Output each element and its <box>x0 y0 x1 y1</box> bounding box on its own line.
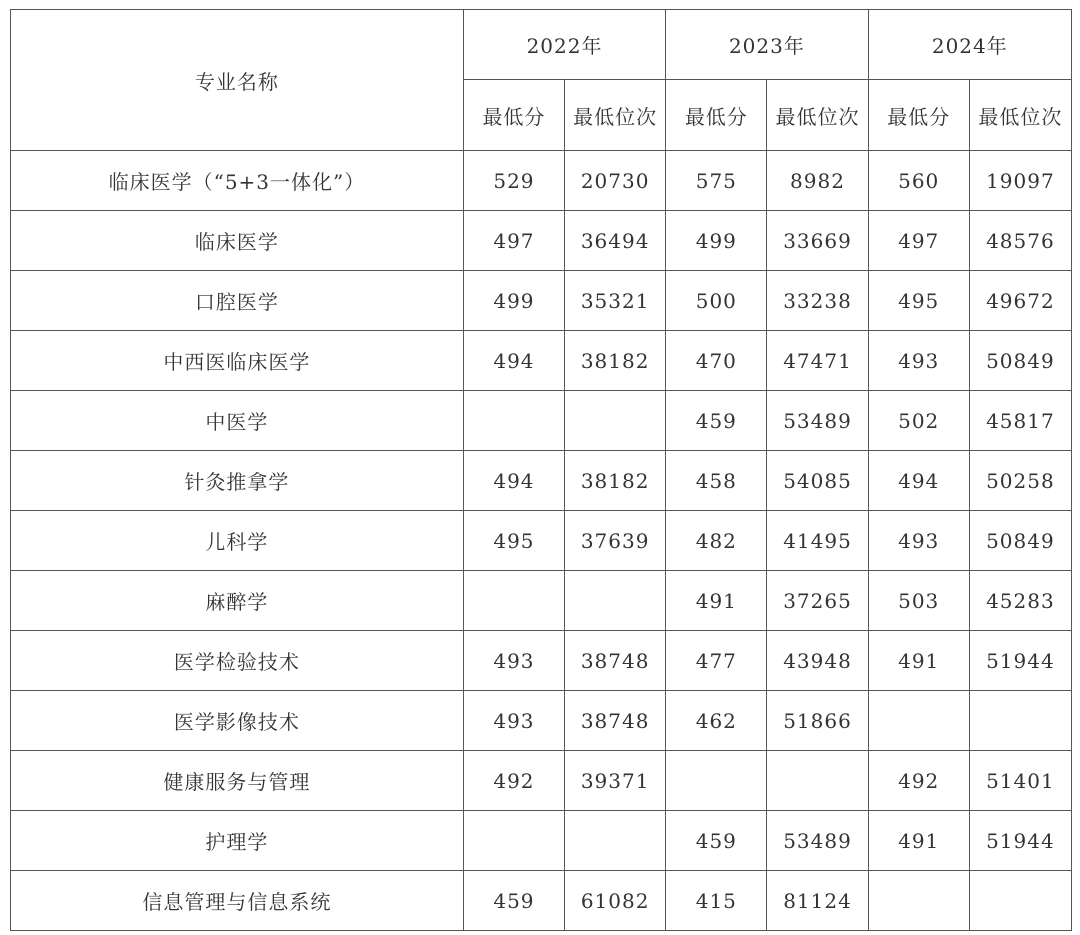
min-score-2022-cell: 494 <box>463 451 564 511</box>
min-score-2024-cell: 493 <box>868 511 969 571</box>
table-row <box>11 391 1072 451</box>
table-row <box>11 211 1072 271</box>
min-rank-2022-cell: 35321 <box>565 271 666 331</box>
major-name-cell: 临床医学（“5+3一体化”） <box>11 151 464 211</box>
major-name-cell: 护理学 <box>11 811 464 871</box>
min-score-2022-cell: 495 <box>463 511 564 571</box>
min-score-2023-cell: 575 <box>666 151 767 211</box>
min-score-2024-cell <box>868 871 969 931</box>
table-row <box>11 631 1072 691</box>
min-score-2022-cell: 499 <box>463 271 564 331</box>
header-min-score: 最低分 <box>463 80 564 151</box>
major-name-cell: 信息管理与信息系统 <box>11 871 464 931</box>
min-rank-2022-cell: 38182 <box>565 331 666 391</box>
min-score-2024-cell: 503 <box>868 571 969 631</box>
major-name-cell: 麻醉学 <box>11 571 464 631</box>
major-name-cell: 中西医临床医学 <box>11 331 464 391</box>
header-min-score: 最低分 <box>666 80 767 151</box>
min-score-2022-cell: 493 <box>463 691 564 751</box>
min-rank-2022-cell: 37639 <box>565 511 666 571</box>
min-rank-2022-cell <box>565 391 666 451</box>
table-row <box>11 331 1072 391</box>
min-rank-2024-cell: 51944 <box>969 631 1071 691</box>
min-rank-2024-cell: 48576 <box>969 211 1071 271</box>
min-rank-2022-cell: 20730 <box>565 151 666 211</box>
min-score-2022-cell: 459 <box>463 871 564 931</box>
major-name-cell: 针灸推拿学 <box>11 451 464 511</box>
major-name-cell: 临床医学 <box>11 211 464 271</box>
min-score-2024-cell: 502 <box>868 391 969 451</box>
min-rank-2023-cell: 53489 <box>767 391 868 451</box>
table-row <box>11 871 1072 931</box>
min-rank-2023-cell <box>767 751 868 811</box>
min-rank-2023-cell: 51866 <box>767 691 868 751</box>
table-row <box>11 751 1072 811</box>
min-score-2024-cell: 491 <box>868 811 969 871</box>
min-score-2022-cell: 493 <box>463 631 564 691</box>
min-score-2023-cell: 482 <box>666 511 767 571</box>
min-score-2022-cell: 492 <box>463 751 564 811</box>
min-score-2024-cell: 491 <box>868 631 969 691</box>
header-min-rank: 最低位次 <box>969 80 1071 151</box>
min-rank-2023-cell: 81124 <box>767 871 868 931</box>
min-score-2023-cell: 462 <box>666 691 767 751</box>
min-score-2022-cell <box>463 391 564 451</box>
min-score-2023-cell: 459 <box>666 811 767 871</box>
min-rank-2024-cell: 45283 <box>969 571 1071 631</box>
header-min-rank: 最低位次 <box>565 80 666 151</box>
min-rank-2022-cell: 38748 <box>565 631 666 691</box>
header-year-row <box>11 10 1072 80</box>
min-score-2023-cell: 499 <box>666 211 767 271</box>
min-rank-2022-cell: 61082 <box>565 871 666 931</box>
table-row <box>11 451 1072 511</box>
header-year-2024: 2024年 <box>868 10 1071 80</box>
min-rank-2024-cell: 19097 <box>969 151 1071 211</box>
min-rank-2023-cell: 43948 <box>767 631 868 691</box>
min-score-2024-cell: 495 <box>868 271 969 331</box>
min-score-2022-cell: 497 <box>463 211 564 271</box>
table-row <box>11 811 1072 871</box>
min-score-2023-cell: 470 <box>666 331 767 391</box>
min-rank-2024-cell: 50258 <box>969 451 1071 511</box>
min-rank-2023-cell: 54085 <box>767 451 868 511</box>
min-score-2023-cell: 459 <box>666 391 767 451</box>
table-row <box>11 691 1072 751</box>
min-rank-2024-cell: 50849 <box>969 331 1071 391</box>
min-score-2023-cell: 477 <box>666 631 767 691</box>
header-major-name: 专业名称 <box>11 10 464 151</box>
header-min-rank: 最低位次 <box>767 80 868 151</box>
min-score-2022-cell <box>463 571 564 631</box>
header-min-score: 最低分 <box>868 80 969 151</box>
min-score-2024-cell: 497 <box>868 211 969 271</box>
min-rank-2023-cell: 47471 <box>767 331 868 391</box>
min-rank-2024-cell <box>969 691 1071 751</box>
major-name-cell: 儿科学 <box>11 511 464 571</box>
min-score-2023-cell <box>666 751 767 811</box>
min-score-2024-cell <box>868 691 969 751</box>
table-row <box>11 271 1072 331</box>
major-name-cell: 口腔医学 <box>11 271 464 331</box>
min-rank-2024-cell: 51944 <box>969 811 1071 871</box>
min-score-2022-cell: 529 <box>463 151 564 211</box>
min-score-2024-cell: 560 <box>868 151 969 211</box>
min-rank-2023-cell: 33238 <box>767 271 868 331</box>
table-body <box>11 151 1072 931</box>
min-rank-2024-cell: 51401 <box>969 751 1071 811</box>
min-rank-2024-cell: 50849 <box>969 511 1071 571</box>
min-rank-2022-cell: 38748 <box>565 691 666 751</box>
admission-score-table <box>10 9 1072 931</box>
min-rank-2022-cell <box>565 571 666 631</box>
min-score-2023-cell: 458 <box>666 451 767 511</box>
min-score-2024-cell: 494 <box>868 451 969 511</box>
major-name-cell: 健康服务与管理 <box>11 751 464 811</box>
min-rank-2022-cell: 36494 <box>565 211 666 271</box>
header-year-2023: 2023年 <box>666 10 868 80</box>
min-score-2023-cell: 415 <box>666 871 767 931</box>
min-rank-2023-cell: 8982 <box>767 151 868 211</box>
min-rank-2024-cell <box>969 871 1071 931</box>
table-row <box>11 571 1072 631</box>
min-rank-2022-cell: 39371 <box>565 751 666 811</box>
min-rank-2022-cell: 38182 <box>565 451 666 511</box>
min-score-2022-cell <box>463 811 564 871</box>
table-row <box>11 151 1072 211</box>
min-score-2024-cell: 492 <box>868 751 969 811</box>
min-score-2023-cell: 491 <box>666 571 767 631</box>
header-year-2022: 2022年 <box>463 10 665 80</box>
major-name-cell: 医学影像技术 <box>11 691 464 751</box>
min-rank-2024-cell: 49672 <box>969 271 1071 331</box>
min-rank-2023-cell: 37265 <box>767 571 868 631</box>
min-rank-2024-cell: 45817 <box>969 391 1071 451</box>
min-rank-2023-cell: 41495 <box>767 511 868 571</box>
min-rank-2023-cell: 53489 <box>767 811 868 871</box>
min-score-2022-cell: 494 <box>463 331 564 391</box>
major-name-cell: 中医学 <box>11 391 464 451</box>
table-row <box>11 511 1072 571</box>
min-score-2024-cell: 493 <box>868 331 969 391</box>
min-score-2023-cell: 500 <box>666 271 767 331</box>
min-rank-2022-cell <box>565 811 666 871</box>
min-rank-2023-cell: 33669 <box>767 211 868 271</box>
major-name-cell: 医学检验技术 <box>11 631 464 691</box>
